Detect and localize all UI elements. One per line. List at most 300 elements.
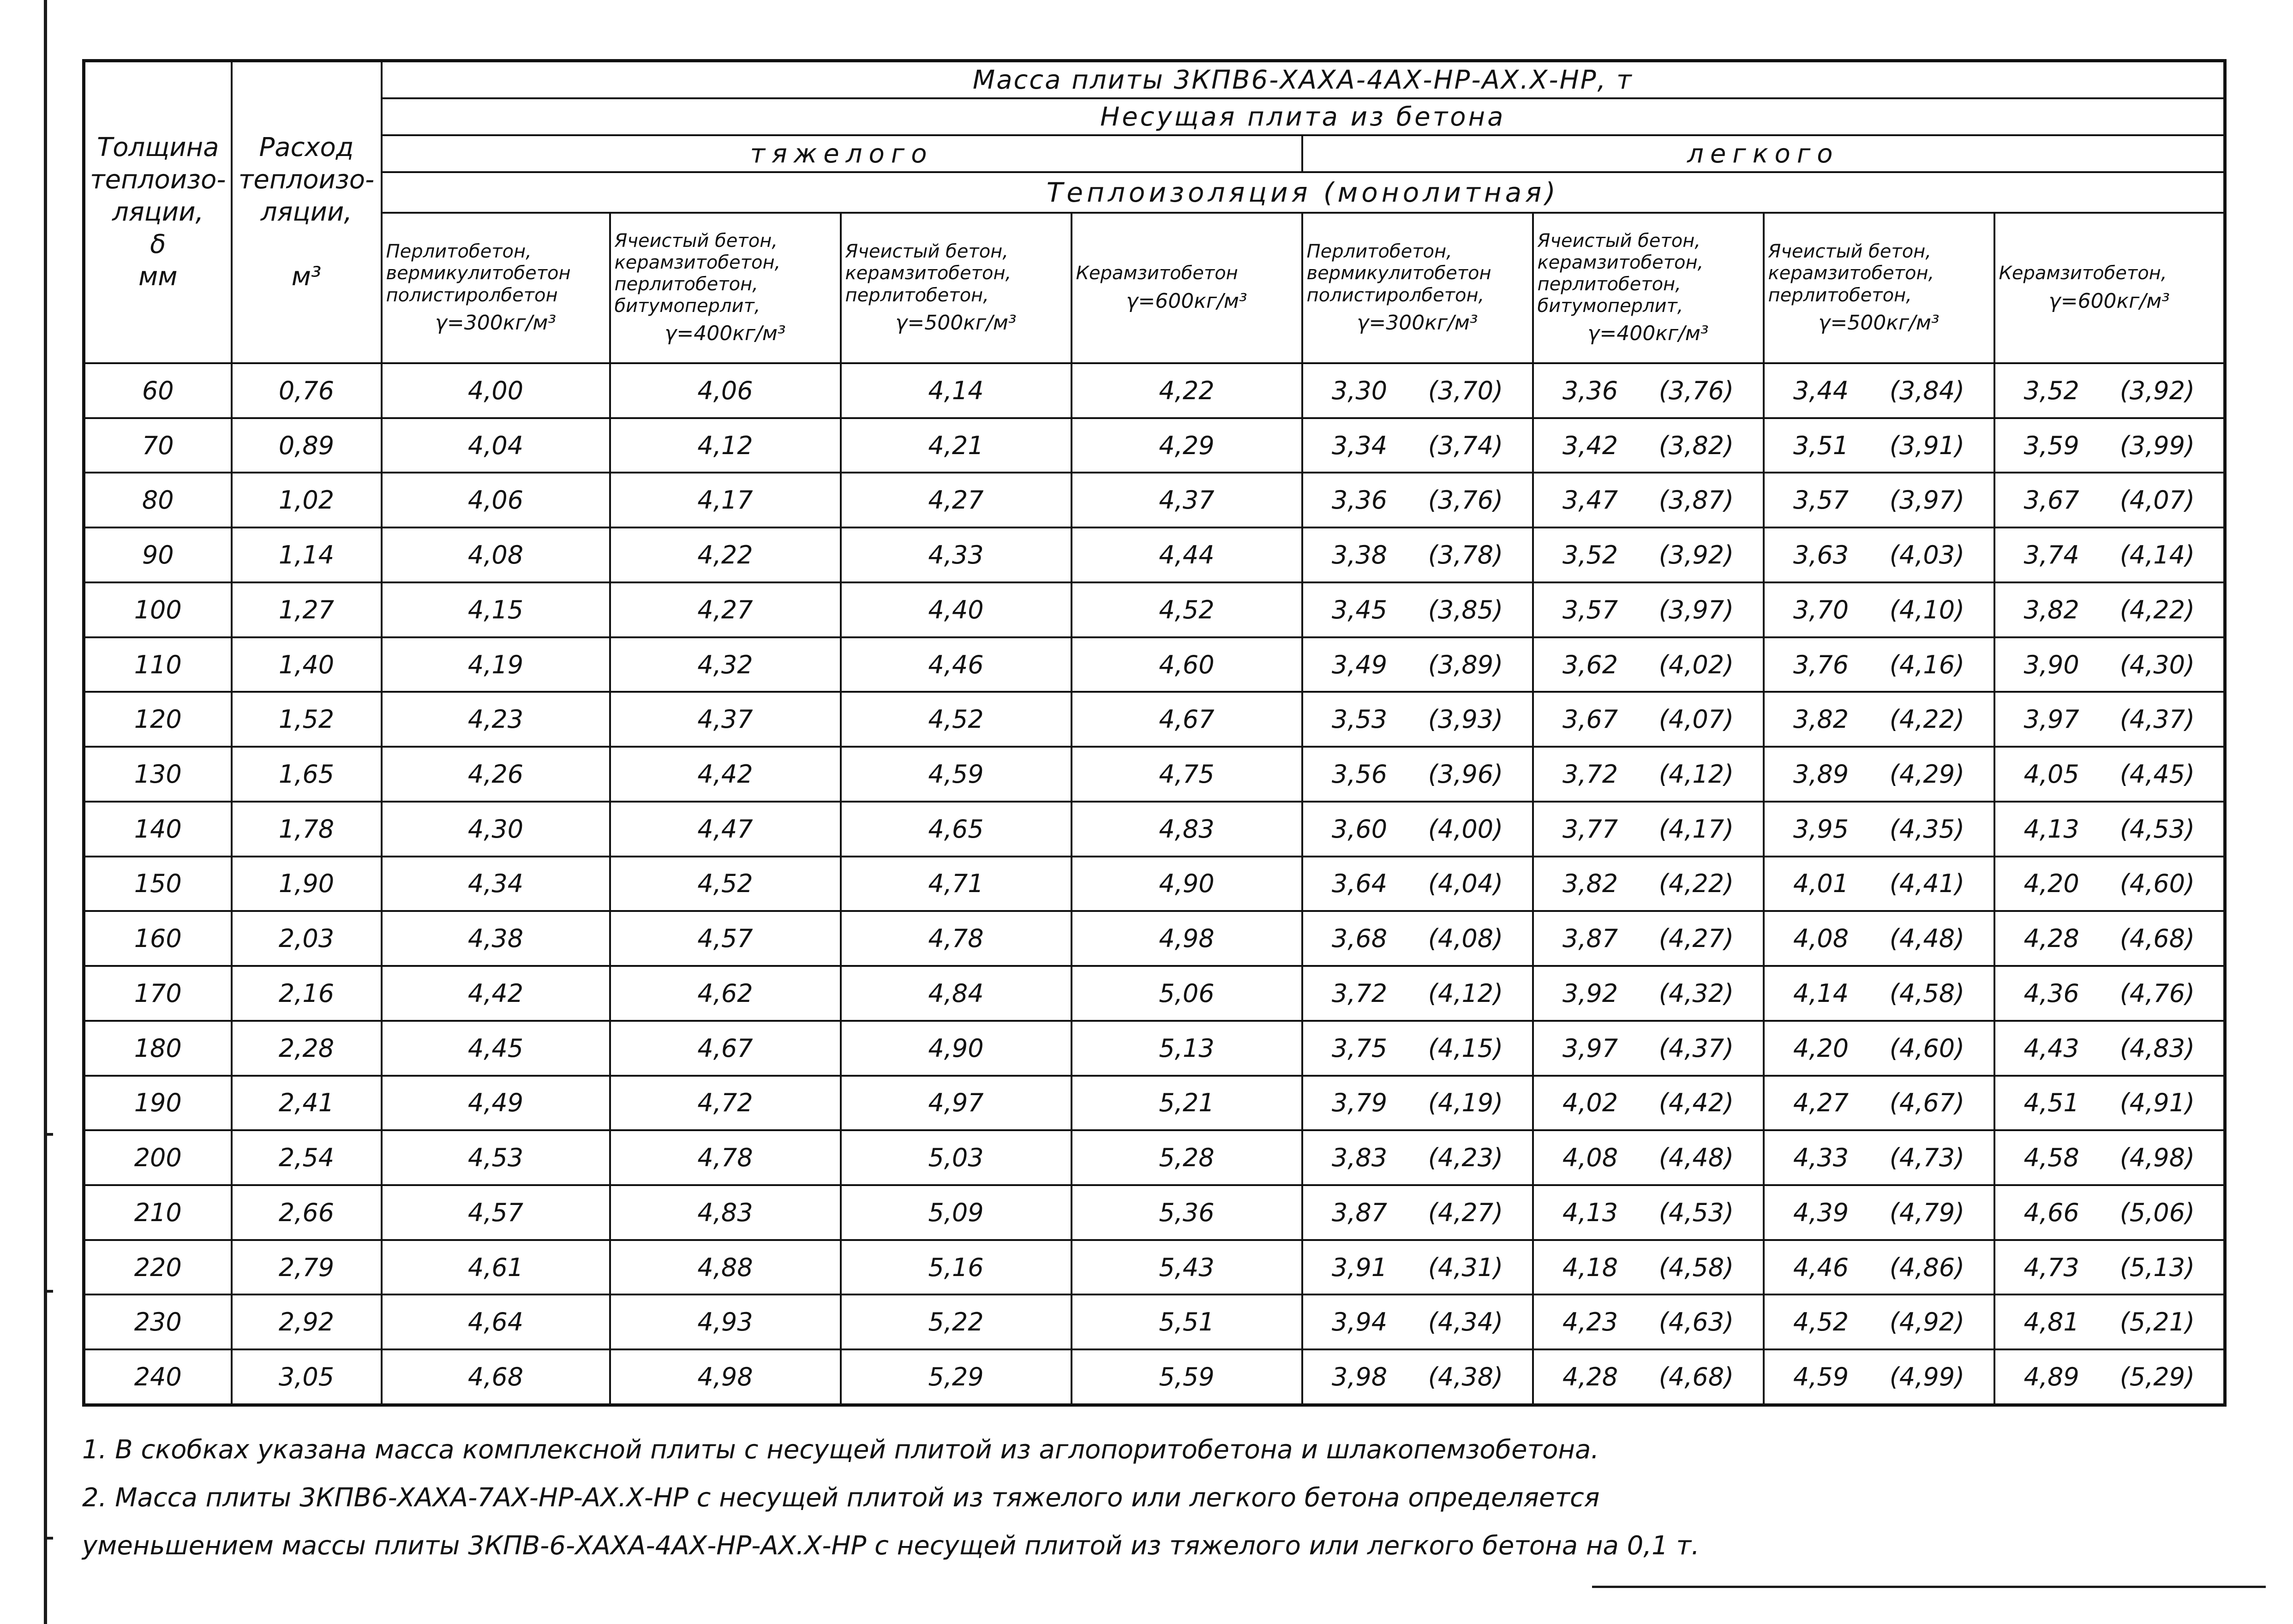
light-mass-cell [1994, 473, 2225, 527]
light-mass-cell [1764, 966, 1994, 1021]
heavy-mass-cell: 4,90 [1072, 857, 1302, 911]
density-label: γ=500кг/м³ [895, 311, 1017, 335]
light-mass-cell [1994, 363, 2225, 418]
heavy-mass-cell: 4,49 [382, 1076, 610, 1131]
consumption-cell: 2,16 [232, 966, 382, 1021]
heavy-mass-cell: 5,22 [841, 1294, 1072, 1349]
light-mass-cell [1533, 418, 1764, 473]
complex-mass-value: (5,29) [2119, 1362, 2195, 1392]
light-mass-cell [1764, 1240, 1994, 1295]
light-mass-value: 4,08 [1562, 1143, 1618, 1173]
consumption-cell: 2,03 [232, 911, 382, 966]
table-row [84, 802, 2225, 857]
complex-mass-value: (4,58) [1658, 1252, 1734, 1282]
complex-mass-value: (4,63) [1658, 1307, 1734, 1337]
complex-mass-value: (4,02) [1658, 650, 1734, 679]
complex-mass-value: (3,70) [1428, 376, 1503, 405]
consumption-cell: 1,90 [232, 857, 382, 911]
complex-mass-value: (4,91) [2119, 1088, 2195, 1118]
column-header-line: полистиролбетон, [1306, 284, 1485, 306]
light-mass-cell [1302, 418, 1533, 473]
light-mass-cell [1302, 1130, 1533, 1185]
light-mass-cell [1764, 692, 1994, 747]
light-mass-cell [1302, 747, 1533, 802]
light-mass-value: 3,83 [1331, 1143, 1388, 1173]
density-label: γ=500кг/м³ [1818, 311, 1940, 335]
light-mass-value: 4,13 [2024, 814, 2079, 844]
thickness-cell: 220 [84, 1240, 232, 1295]
complex-mass-value: (3,87) [1658, 485, 1734, 515]
complex-mass-value: (4,12) [1658, 760, 1734, 789]
column-header-line: Ячеистый бетон, [1537, 230, 1701, 252]
table-row [84, 1185, 2225, 1240]
light-mass-cell [1994, 966, 2225, 1021]
complex-mass-value: (5,13) [2119, 1252, 2195, 1282]
column-header-line: Перлитобетон, [386, 241, 532, 263]
column-header-line: керамзитобетон, [614, 252, 781, 273]
group-light: легкого [1302, 135, 2225, 172]
heavy-mass-cell: 4,53 [382, 1130, 610, 1185]
heavy-mass-cell: 4,93 [610, 1294, 841, 1349]
heavy-mass-cell: 5,29 [841, 1349, 1072, 1405]
light-mass-value: 3,90 [2024, 650, 2079, 679]
light-mass-value: 3,97 [1562, 1033, 1618, 1063]
consumption-cell: 1,14 [232, 527, 382, 582]
complex-mass-value: (4,15) [1428, 1033, 1503, 1063]
heavy-mass-cell: 5,28 [1072, 1130, 1302, 1185]
heavy-mass-cell: 4,57 [610, 911, 841, 966]
light-mass-value: 3,60 [1331, 814, 1388, 844]
light-mass-cell [1994, 1076, 2225, 1131]
complex-mass-value: (4,07) [1658, 705, 1734, 734]
light-mass-value: 4,33 [1793, 1143, 1849, 1173]
table-row [84, 582, 2225, 637]
light-mass-cell [1533, 582, 1764, 637]
thickness-cell: 210 [84, 1185, 232, 1240]
light-mass-cell [1533, 1076, 1764, 1131]
thickness-cell: 190 [84, 1076, 232, 1131]
light-mass-cell [1994, 1185, 2225, 1240]
complex-mass-value: (4,30) [2119, 650, 2195, 679]
consumption-cell: 1,27 [232, 582, 382, 637]
complex-mass-value: (4,37) [1658, 1033, 1734, 1063]
light-mass-value: 4,20 [1793, 1033, 1849, 1063]
complex-mass-value: (4,22) [1889, 705, 1965, 734]
light-mass-cell [1994, 1130, 2225, 1185]
light-mass-value: 3,79 [1331, 1088, 1388, 1118]
table-row [84, 1021, 2225, 1076]
light-mass-value: 4,66 [2024, 1198, 2079, 1227]
complex-mass-value: (3,85) [1428, 595, 1503, 624]
mass-table [82, 59, 2227, 1407]
column-header [610, 213, 841, 363]
consumption-cell: 1,78 [232, 802, 382, 857]
column-header-line: Ячеистый бетон, [614, 230, 778, 252]
complex-mass-value: (4,38) [1428, 1362, 1503, 1392]
light-mass-value: 3,74 [2024, 540, 2079, 570]
heavy-mass-cell: 4,88 [610, 1240, 841, 1295]
column-header-line: керамзитобетон, [1768, 263, 1934, 284]
heavy-mass-cell: 4,00 [382, 363, 610, 418]
light-mass-cell [1764, 747, 1994, 802]
light-mass-value: 4,28 [1562, 1362, 1618, 1392]
light-mass-cell [1302, 1294, 1533, 1349]
column-header-line: Ячеистый бетон, [1768, 241, 1932, 263]
complex-mass-value: (4,14) [2119, 540, 2195, 570]
light-mass-value: 4,73 [2024, 1252, 2079, 1282]
thickness-header: Толщина теплоизо- ляции, δ мм [84, 61, 232, 364]
complex-mass-value: (4,53) [2119, 814, 2195, 844]
table-row [84, 1349, 2225, 1405]
heavy-mass-cell: 5,13 [1072, 1021, 1302, 1076]
light-mass-cell [1302, 1240, 1533, 1295]
consumption-cell: 3,05 [232, 1349, 382, 1405]
table-row [84, 692, 2225, 747]
heavy-mass-cell: 4,42 [382, 966, 610, 1021]
light-mass-cell [1302, 1021, 1533, 1076]
complex-mass-value: (4,27) [1658, 924, 1734, 953]
column-header-line: керамзитобетон, [1537, 252, 1704, 273]
complex-mass-value: (3,84) [1889, 376, 1965, 405]
light-mass-cell [1533, 1349, 1764, 1405]
heavy-mass-cell: 4,52 [841, 692, 1072, 747]
complex-mass-value: (4,42) [1658, 1088, 1734, 1118]
consumption-cell: 0,89 [232, 418, 382, 473]
light-mass-value: 3,95 [1793, 814, 1849, 844]
light-mass-value: 4,02 [1562, 1088, 1618, 1118]
thickness-cell: 70 [84, 418, 232, 473]
light-mass-value: 3,82 [2024, 595, 2079, 624]
table-row [84, 1130, 2225, 1185]
thickness-cell: 150 [84, 857, 232, 911]
light-mass-value: 4,58 [2024, 1143, 2079, 1173]
complex-mass-value: (3,91) [1889, 431, 1965, 460]
light-mass-cell [1764, 1076, 1994, 1131]
light-mass-cell [1994, 747, 2225, 802]
complex-mass-value: (4,32) [1658, 978, 1734, 1008]
complex-mass-value: (3,97) [1889, 485, 1965, 515]
heavy-mass-cell: 4,75 [1072, 747, 1302, 802]
light-mass-value: 3,53 [1331, 705, 1388, 734]
left-margin-line [44, 0, 47, 1624]
note-2: 2. Масса плиты 3КПВ6-ХАХА-7АХ-НР-АХ.Х-НР с несущей плитой из тяжелого или легкого бетона определяется [82, 1483, 1600, 1513]
column-header [1533, 213, 1764, 363]
heavy-mass-cell: 4,47 [610, 802, 841, 857]
light-mass-cell [1994, 637, 2225, 692]
heavy-mass-cell: 4,22 [610, 527, 841, 582]
light-mass-value: 3,82 [1793, 705, 1849, 734]
light-mass-value: 3,98 [1331, 1362, 1388, 1392]
complex-mass-value: (4,48) [1889, 924, 1965, 953]
heavy-mass-cell: 4,34 [382, 857, 610, 911]
table-row [84, 1076, 2225, 1131]
complex-mass-value: (4,53) [1658, 1198, 1734, 1227]
light-mass-value: 4,43 [2024, 1033, 2079, 1063]
light-mass-value: 3,77 [1562, 814, 1618, 844]
complex-mass-value: (4,48) [1658, 1143, 1734, 1173]
table-row [84, 966, 2225, 1021]
complex-mass-value: (3,82) [1658, 431, 1734, 460]
heavy-mass-cell: 4,59 [841, 747, 1072, 802]
complex-mass-value: (3,76) [1658, 376, 1734, 405]
table-row [84, 473, 2225, 527]
density-label: γ=300кг/м³ [1357, 311, 1478, 335]
light-mass-cell [1764, 1021, 1994, 1076]
complex-mass-value: (3,74) [1428, 431, 1503, 460]
light-mass-cell [1533, 1130, 1764, 1185]
light-mass-value: 3,51 [1793, 431, 1849, 460]
table-row [84, 1240, 2225, 1295]
thickness-cell: 120 [84, 692, 232, 747]
light-mass-value: 3,75 [1331, 1033, 1388, 1063]
light-mass-value: 3,36 [1331, 485, 1388, 515]
light-mass-value: 3,70 [1793, 595, 1849, 624]
complex-mass-value: (5,21) [2119, 1307, 2195, 1337]
heavy-mass-cell: 4,08 [382, 527, 610, 582]
complex-mass-value: (4,07) [2119, 485, 2195, 515]
light-mass-value: 3,63 [1793, 540, 1849, 570]
light-mass-value: 4,81 [2024, 1307, 2079, 1337]
light-mass-cell [1302, 1349, 1533, 1405]
light-mass-cell [1994, 1349, 2225, 1405]
complex-mass-value: (4,31) [1428, 1252, 1503, 1282]
column-header-line: битумоперлит, [614, 295, 760, 317]
complex-mass-value: (4,60) [2119, 869, 2195, 899]
light-mass-cell [1994, 527, 2225, 582]
light-mass-value: 3,30 [1331, 376, 1388, 405]
light-mass-value: 3,56 [1331, 760, 1388, 789]
column-header [1072, 213, 1302, 363]
light-mass-value: 4,28 [2024, 924, 2079, 953]
light-mass-cell [1764, 473, 1994, 527]
heavy-mass-cell: 5,16 [841, 1240, 1072, 1295]
light-mass-cell [1764, 1349, 1994, 1405]
heavy-mass-cell: 4,46 [841, 637, 1072, 692]
light-mass-cell [1533, 1294, 1764, 1349]
thickness-cell: 90 [84, 527, 232, 582]
complex-mass-value: (4,58) [1889, 978, 1965, 1008]
light-mass-value: 3,72 [1331, 978, 1388, 1008]
heavy-mass-cell: 4,52 [1072, 582, 1302, 637]
table-title: Масса плиты 3КПВ6-ХАХА-4АХ-НР-АХ.Х-НР, т [382, 61, 2225, 99]
complex-mass-value: (4,41) [1889, 869, 1965, 899]
table-row [84, 418, 2225, 473]
column-header-line: вермикулитобетон [386, 263, 571, 284]
light-mass-value: 4,51 [2024, 1088, 2079, 1118]
light-mass-value: 3,42 [1562, 431, 1618, 460]
heavy-mass-cell: 4,38 [382, 911, 610, 966]
note-1: 1. В скобках указана масса комплексной плиты с несущей плитой из аглопоритобетона и шлакопемзобетона. [82, 1435, 1599, 1465]
light-mass-value: 3,91 [1331, 1252, 1388, 1282]
density-label: γ=300кг/м³ [435, 311, 557, 335]
thickness-cell: 240 [84, 1349, 232, 1405]
heavy-mass-cell: 4,21 [841, 418, 1072, 473]
light-mass-cell [1533, 857, 1764, 911]
heavy-mass-cell: 4,61 [382, 1240, 610, 1295]
light-mass-cell [1994, 1240, 2225, 1295]
heavy-mass-cell: 4,17 [610, 473, 841, 527]
table-row [84, 363, 2225, 418]
light-mass-cell [1302, 802, 1533, 857]
light-mass-value: 4,18 [1562, 1252, 1618, 1282]
table-row [84, 747, 2225, 802]
thickness-cell: 200 [84, 1130, 232, 1185]
margin-tick [44, 1537, 53, 1540]
light-mass-cell [1994, 1294, 2225, 1349]
light-mass-cell [1533, 637, 1764, 692]
light-mass-cell [1302, 911, 1533, 966]
margin-tick [44, 1133, 53, 1136]
light-mass-value: 4,20 [2024, 869, 2079, 899]
light-mass-cell [1764, 1294, 1994, 1349]
thickness-cell: 160 [84, 911, 232, 966]
heavy-mass-cell: 4,23 [382, 692, 610, 747]
complex-mass-value: (3,96) [1428, 760, 1503, 789]
light-mass-cell [1764, 1185, 1994, 1240]
heavy-mass-cell: 4,98 [610, 1349, 841, 1405]
heavy-mass-cell: 4,37 [610, 692, 841, 747]
column-header [1302, 213, 1533, 363]
table-subtitle: Несущая плита из бетона [382, 98, 2225, 135]
table-row [84, 1294, 2225, 1349]
light-mass-value: 4,13 [1562, 1198, 1618, 1227]
density-label: γ=400кг/м³ [1587, 322, 1709, 346]
light-mass-cell [1764, 1130, 1994, 1185]
heavy-mass-cell: 4,26 [382, 747, 610, 802]
light-mass-cell [1533, 1021, 1764, 1076]
heavy-mass-cell: 4,97 [841, 1076, 1072, 1131]
heavy-mass-cell: 4,29 [1072, 418, 1302, 473]
light-mass-cell [1994, 1021, 2225, 1076]
complex-mass-value: (4,79) [1889, 1198, 1965, 1227]
note-2-continued: уменьшением массы плиты 3КПВ-6-ХАХА-4АХ-НР-АХ.Х-НР с несущей плитой из тяжелого или легкого бетона на 0,1 т. [82, 1531, 1700, 1561]
light-mass-value: 3,38 [1331, 540, 1388, 570]
light-mass-cell [1302, 363, 1533, 418]
light-mass-value: 3,36 [1562, 376, 1618, 405]
light-mass-value: 3,62 [1562, 650, 1618, 679]
heavy-mass-cell: 5,59 [1072, 1349, 1302, 1405]
column-header-line: полистиролбетон [386, 284, 558, 306]
thickness-cell: 60 [84, 363, 232, 418]
heavy-mass-cell: 4,32 [610, 637, 841, 692]
heavy-mass-cell: 4,62 [610, 966, 841, 1021]
table-row [84, 637, 2225, 692]
light-mass-cell [1764, 582, 1994, 637]
heavy-mass-cell: 4,22 [1072, 363, 1302, 418]
heavy-mass-cell: 4,19 [382, 637, 610, 692]
heavy-mass-cell: 5,06 [1072, 966, 1302, 1021]
light-mass-value: 3,82 [1562, 869, 1618, 899]
heavy-mass-cell: 5,09 [841, 1185, 1072, 1240]
density-label: γ=600кг/м³ [1126, 289, 1247, 313]
complex-mass-value: (4,98) [2119, 1143, 2195, 1173]
heavy-mass-cell: 4,83 [1072, 802, 1302, 857]
light-mass-value: 3,44 [1793, 376, 1849, 405]
consumption-cell: 1,02 [232, 473, 382, 527]
heavy-mass-cell: 4,65 [841, 802, 1072, 857]
light-mass-cell [1302, 1185, 1533, 1240]
complex-mass-value: (4,00) [1428, 814, 1503, 844]
column-header-line: Керамзитобетон, [1999, 263, 2167, 284]
complex-mass-value: (3,92) [2119, 376, 2195, 405]
heavy-mass-cell: 5,36 [1072, 1185, 1302, 1240]
column-header-line: вермикулитобетон [1306, 263, 1491, 284]
light-mass-cell [1533, 1185, 1764, 1240]
heavy-mass-cell: 4,68 [382, 1349, 610, 1405]
complex-mass-value: (4,60) [1889, 1033, 1965, 1063]
consumption-cell: 1,40 [232, 637, 382, 692]
light-mass-value: 4,23 [1562, 1307, 1618, 1337]
complex-mass-value: (3,99) [2119, 431, 2195, 460]
light-mass-value: 3,97 [2024, 705, 2079, 734]
bottom-rule [1592, 1586, 2266, 1588]
heavy-mass-cell: 4,27 [841, 473, 1072, 527]
heavy-mass-cell: 5,43 [1072, 1240, 1302, 1295]
light-mass-cell [1764, 527, 1994, 582]
complex-mass-value: (4,35) [1889, 814, 1965, 844]
thickness-cell: 80 [84, 473, 232, 527]
light-mass-cell [1302, 966, 1533, 1021]
column-header-line: Перлитобетон, [1306, 241, 1452, 263]
light-mass-value: 3,87 [1562, 924, 1618, 953]
heavy-mass-cell: 4,84 [841, 966, 1072, 1021]
light-mass-value: 3,34 [1331, 431, 1388, 460]
complex-mass-value: (4,10) [1889, 595, 1965, 624]
light-mass-value: 4,36 [2024, 978, 2079, 1008]
complex-mass-value: (4,19) [1428, 1088, 1503, 1118]
density-label: γ=600кг/м³ [2048, 289, 2170, 313]
consumption-cell: 2,54 [232, 1130, 382, 1185]
complex-mass-value: (3,93) [1428, 705, 1503, 734]
notes [82, 1426, 2251, 1570]
heavy-mass-cell: 4,15 [382, 582, 610, 637]
heavy-mass-cell: 4,33 [841, 527, 1072, 582]
heavy-mass-cell: 4,14 [841, 363, 1072, 418]
complex-mass-value: (4,12) [1428, 978, 1503, 1008]
complex-mass-value: (4,04) [1428, 869, 1503, 899]
margin-tick [44, 1290, 53, 1293]
light-mass-cell [1994, 911, 2225, 966]
light-mass-value: 4,39 [1793, 1198, 1849, 1227]
light-mass-value: 4,59 [1793, 1362, 1849, 1392]
light-mass-value: 3,57 [1562, 595, 1618, 624]
light-mass-cell [1533, 1240, 1764, 1295]
light-mass-cell [1302, 637, 1533, 692]
heavy-mass-cell: 4,72 [610, 1076, 841, 1131]
complex-mass-value: (3,78) [1428, 540, 1503, 570]
light-mass-value: 3,67 [2024, 485, 2079, 515]
heavy-mass-cell: 4,78 [610, 1130, 841, 1185]
complex-mass-value: (4,34) [1428, 1307, 1503, 1337]
light-mass-value: 3,72 [1562, 760, 1618, 789]
complex-mass-value: (4,16) [1889, 650, 1965, 679]
complex-mass-value: (4,08) [1428, 924, 1503, 953]
thickness-cell: 110 [84, 637, 232, 692]
heavy-mass-cell: 4,83 [610, 1185, 841, 1240]
heavy-mass-cell: 4,90 [841, 1021, 1072, 1076]
light-mass-cell [1764, 418, 1994, 473]
light-mass-cell [1302, 692, 1533, 747]
complex-mass-value: (4,83) [2119, 1033, 2195, 1063]
heavy-mass-cell: 4,64 [382, 1294, 610, 1349]
consumption-header: Расход теплоизо- ляции, м³ [232, 61, 382, 364]
heavy-mass-cell: 4,98 [1072, 911, 1302, 966]
heavy-mass-cell: 4,40 [841, 582, 1072, 637]
light-mass-cell [1994, 582, 2225, 637]
light-mass-value: 3,87 [1331, 1198, 1388, 1227]
consumption-cell: 1,65 [232, 747, 382, 802]
light-mass-value: 4,08 [1793, 924, 1849, 953]
